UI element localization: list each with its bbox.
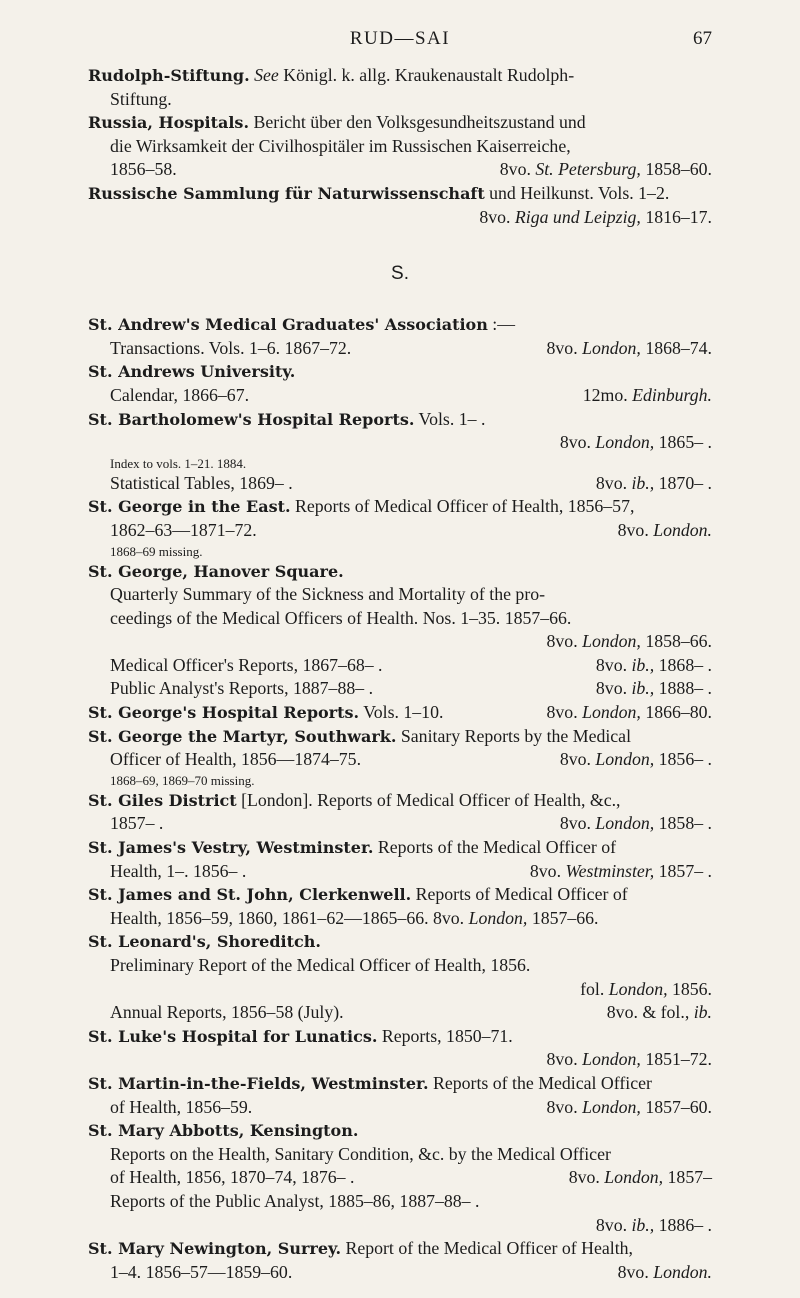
- entry-text: Public Analyst's Reports, 1887–88– .: [110, 678, 374, 699]
- entry-text: Reports of the Public Analyst, 1885–86, 1887–88– .: [110, 1190, 480, 1211]
- entry-note: 1868–69, 1869–70 missing.: [110, 772, 255, 788]
- entry-text: Bericht über den Volksgesundheitszustand und: [249, 112, 586, 133]
- entry-russia-hospitals: [88, 111, 712, 182]
- entry-heading: St. George's Hospital Reports.: [88, 703, 360, 723]
- imprint: 8vo. Westminster, 1857– .: [529, 860, 712, 881]
- imprint: 8vo. London.: [617, 1261, 712, 1282]
- entry-heading: Russische Sammlung für Naturwissenschaft: [88, 183, 485, 203]
- imprint: 8vo. London, 1858–66.: [546, 631, 712, 652]
- entry-text: Reports on the Health, Sanitary Condition, &c. by the Medical Officer: [110, 1143, 611, 1164]
- catalogue-page: [88, 18, 712, 1284]
- imprint: 8vo. London, 1856– .: [559, 749, 712, 770]
- entry-text: of Health, 1856, 1870–74, 1876– .: [110, 1167, 355, 1188]
- page-header: [88, 18, 712, 64]
- entry-dates: 1856–58.: [110, 159, 177, 180]
- entry-st-jamess-vestry: St. James's Vestry, Westminster. Reports of the Medical Officer of Health, 1–. 1856– . 8vo. Westminster, 1857– .: [88, 836, 712, 883]
- imprint: 12mo. Edinburgh.: [582, 384, 712, 405]
- entry-text: Königl. k. allg. Kraukenaustalt Rudolph-: [278, 65, 575, 85]
- entry-heading: St. James and St. John, Clerkenwell.: [88, 885, 412, 905]
- imprint: 8vo. London, 1851–72.: [546, 1049, 712, 1070]
- entry-st-george-hanover-square: [88, 560, 712, 702]
- entry-note: 1868–69 missing.: [110, 543, 203, 559]
- imprint: 8vo. Riga und Leipzig, 1816–17.: [479, 206, 712, 227]
- entry-st-bartholomews: St. Bartholomew's Hospital Reports. Vols. 1– . 8vo. London, 1865– . Index to vols. 1–21. 1884. Statistical Tables, 1869– . 8vo. ib., 1870– .: [88, 408, 712, 496]
- page-number: 67: [693, 28, 712, 49]
- entry-heading: St. George, Hanover Square.: [88, 561, 344, 581]
- entry-st-george-in-the-east: St. George in the East. Reports of Medical Officer of Health, 1856–57, 1862–63—1871–72. 8vo. London. 1868–69 missing.: [88, 496, 712, 559]
- entry-continuation: die Wirksamkeit der Civilhospitäler im Russischen Kaiserreiche,: [110, 135, 571, 156]
- entry-note: Index to vols. 1–21. 1884.: [110, 455, 247, 471]
- entry-text: of Health, 1856–59.: [110, 1096, 253, 1117]
- entry-st-andrews-university: [88, 360, 712, 407]
- entry-text: Medical Officer's Reports, 1867–68– .: [110, 654, 383, 675]
- entry-st-james-and-st-john: St. James and St. John, Clerkenwell. Reports of Medical Officer of Health, 1856–59, 1860, 1861–62—1865–66. 8vo. London, 1857–66.: [88, 883, 712, 930]
- imprint: 8vo. London, 1865– .: [559, 432, 712, 453]
- entry-dates: 1–4. 1856–57—1859–60.: [110, 1261, 293, 1282]
- entry-st-mary-newington: St. Mary Newington, Surrey. Report of the Medical Officer of Health, 1–4. 1856–57—1859–60. 8vo. London.: [88, 1237, 712, 1284]
- entry-st-georges-hospital: St. George's Hospital Reports. Vols. 1–10. 8vo. London, 1866–80.: [88, 701, 712, 725]
- imprint: 8vo. ib., 1870– .: [595, 472, 712, 493]
- imprint: 8vo. ib., 1886– .: [595, 1214, 712, 1235]
- entry-rudolph-stiftung: [88, 64, 712, 111]
- entry-dates: 1857– .: [110, 813, 164, 834]
- entry-text: Preliminary Report of the Medical Officer of Health, 1856.: [110, 955, 531, 975]
- entry-heading: St. Mary Abbotts, Kensington.: [88, 1121, 359, 1141]
- entry-heading: St. Andrews University.: [88, 362, 296, 382]
- entry-heading: Rudolph-Stiftung.: [88, 66, 250, 85]
- entry-st-andrews-medical-graduates: St. Andrew's Medical Graduates' Association :— Transactions. Vols. 1–6. 1867–72. 8vo. London, 1868–74.: [88, 313, 712, 360]
- entry-heading: St. Luke's Hospital for Lunatics.: [88, 1026, 378, 1046]
- entry-heading: St. George the Martyr, Southwark.: [88, 726, 397, 746]
- imprint: 8vo. London, 1868–74.: [546, 337, 712, 358]
- running-title: RUD—SAI: [349, 28, 451, 49]
- imprint: 8vo. ib., 1868– .: [595, 654, 712, 675]
- cross-ref: See: [254, 65, 279, 85]
- entry-text: Health, 1856–59, 1860, 1861–62—1865–66. 8vo. London, 1857–66.: [110, 907, 599, 928]
- entry-heading: St. George in the East.: [88, 497, 291, 517]
- entry-st-martin-in-the-fields: St. Martin-in-the-Fields, Westminster. Reports of the Medical Officer of Health, 1856–59. 8vo. London, 1857–60.: [88, 1072, 712, 1119]
- imprint: fol. London, 1856.: [580, 978, 712, 999]
- entry-text: ceedings of the Medical Officers of Health. Nos. 1–35. 1857–66.: [110, 607, 572, 628]
- imprint: 8vo. ib., 1888– .: [595, 678, 712, 699]
- entry-st-leonards-shoreditch: [88, 930, 712, 1024]
- imprint: 8vo. London.: [617, 519, 712, 540]
- section-letter: S.: [391, 263, 409, 285]
- entry-st-lukes-hospital: St. Luke's Hospital for Lunatics. Reports, 1850–71. 8vo. London, 1851–72.: [88, 1025, 712, 1072]
- entry-text: Officer of Health, 1856—1874–75.: [110, 749, 362, 770]
- entry-heading: Russia, Hospitals.: [88, 113, 250, 133]
- entry-heading: St. Bartholomew's Hospital Reports.: [88, 409, 415, 429]
- entry-text: und Heilkunst. Vols. 1–2.: [484, 182, 670, 203]
- imprint: 8vo. London, 1857–60.: [546, 1096, 712, 1117]
- entry-st-mary-abbotts: [88, 1119, 712, 1237]
- entry-text: Transactions. Vols. 1–6. 1867–72.: [110, 337, 352, 358]
- entry-text: Annual Reports, 1856–58 (July).: [110, 1002, 344, 1023]
- imprint: 8vo. London, 1866–80.: [546, 702, 712, 723]
- imprint: 8vo. St. Petersburg, 1858–60.: [499, 159, 712, 180]
- entry-text: Statistical Tables, 1869– .: [110, 472, 293, 493]
- imprint: 8vo. London, 1858– .: [559, 813, 712, 834]
- entry-text: Calendar, 1866–67.: [110, 384, 250, 405]
- entry-heading: St. Martin-in-the-Fields, Westminster.: [88, 1073, 429, 1093]
- entry-text: Quarterly Summary of the Sickness and Mortality of the pro-: [110, 584, 546, 605]
- imprint: 8vo. & fol., ib.: [606, 1002, 712, 1023]
- entry-heading: St. Giles District: [88, 790, 237, 810]
- entry-st-giles-district: St. Giles District [London]. Reports of Medical Officer of Health, &c., 1857– . 8vo. London, 1858– .: [88, 789, 712, 836]
- entry-heading: St. Leonard's, Shoreditch.: [88, 932, 321, 952]
- entry-heading: St. Andrew's Medical Graduates' Association: [88, 315, 488, 335]
- entry-dates: 1862–63—1871–72.: [110, 519, 257, 540]
- imprint: 8vo. London, 1857–: [568, 1167, 712, 1188]
- entry-russische-sammlung: [88, 182, 712, 229]
- entry-heading: St. James's Vestry, Westminster.: [88, 838, 374, 858]
- entry-text: Health, 1–. 1856– .: [110, 860, 247, 881]
- entry-heading: St. Mary Newington, Surrey.: [88, 1239, 342, 1259]
- entry-continuation: Stiftung.: [110, 88, 172, 109]
- entry-st-george-the-martyr: St. George the Martyr, Southwark. Sanitary Reports by the Medical Officer of Health, 1856—1874–75. 8vo. London, 1856– . 1868–69, 1869–70 missing.: [88, 725, 712, 788]
